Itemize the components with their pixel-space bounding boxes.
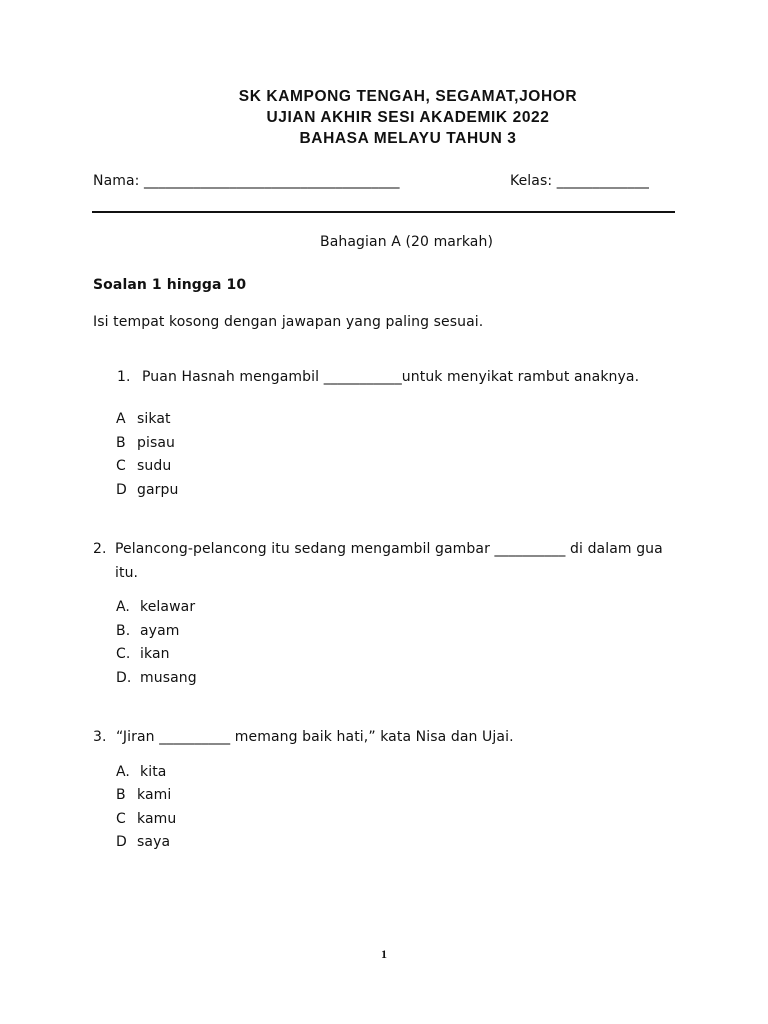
question-text: “Jiran __________ memang baik hati,” kata Nisa dan Ujai.: [116, 729, 514, 745]
option-text: pisau: [137, 435, 176, 451]
document-header: [0, 86, 768, 149]
option-letter: A: [116, 411, 126, 427]
option-text: garpu: [137, 482, 179, 498]
option-letter: A.: [116, 599, 130, 615]
page-number: 1: [381, 947, 387, 961]
option-letter: D: [116, 834, 127, 850]
option-letter: B: [116, 435, 126, 451]
question-range: Soalan 1 hingga 10: [93, 277, 247, 293]
question-text: Puan Hasnah mengambil ___________untuk menyikat rambut anaknya.: [142, 369, 640, 385]
instructions: Isi tempat kosong dengan jawapan yang paling sesuai.: [93, 314, 484, 330]
subject-title: BAHASA MELAYU TAHUN 3: [299, 130, 517, 147]
option-letter: C.: [116, 646, 131, 662]
student-name-field: Nama: ____________________________________: [93, 173, 400, 189]
question-text: Pelancong-pelancong itu sedang mengambil gambar __________ di dalam gua: [115, 541, 663, 557]
option-letter: B: [116, 787, 126, 803]
option-text: kelawar: [140, 599, 196, 615]
option-text: ikan: [140, 646, 170, 662]
option-text: ayam: [140, 623, 180, 639]
option-text: sudu: [137, 458, 172, 474]
question-number: 2.: [93, 541, 107, 557]
option-text: kita: [140, 764, 167, 780]
section-title: Bahagian A (20 markah): [320, 234, 494, 250]
option-letter: D.: [116, 670, 132, 686]
question-number: 1.: [117, 369, 131, 385]
question-number: 3.: [93, 729, 107, 745]
question-text-continued: itu.: [115, 565, 139, 581]
header-divider: [92, 211, 675, 213]
option-text: musang: [140, 670, 197, 686]
option-letter: D: [116, 482, 127, 498]
exam-title: UJIAN AKHIR SESI AKADEMIK 2022: [266, 109, 550, 126]
option-letter: C: [116, 458, 126, 474]
option-text: kami: [137, 787, 172, 803]
option-letter: C: [116, 811, 126, 827]
option-text: saya: [137, 834, 171, 850]
option-text: kamu: [137, 811, 177, 827]
option-letter: A.: [116, 764, 130, 780]
student-class-field: Kelas: _____________: [510, 173, 650, 189]
option-letter: B.: [116, 623, 131, 639]
school-name: SK KAMPONG TENGAH, SEGAMAT,JOHOR: [238, 88, 578, 105]
option-text: sikat: [137, 411, 171, 427]
